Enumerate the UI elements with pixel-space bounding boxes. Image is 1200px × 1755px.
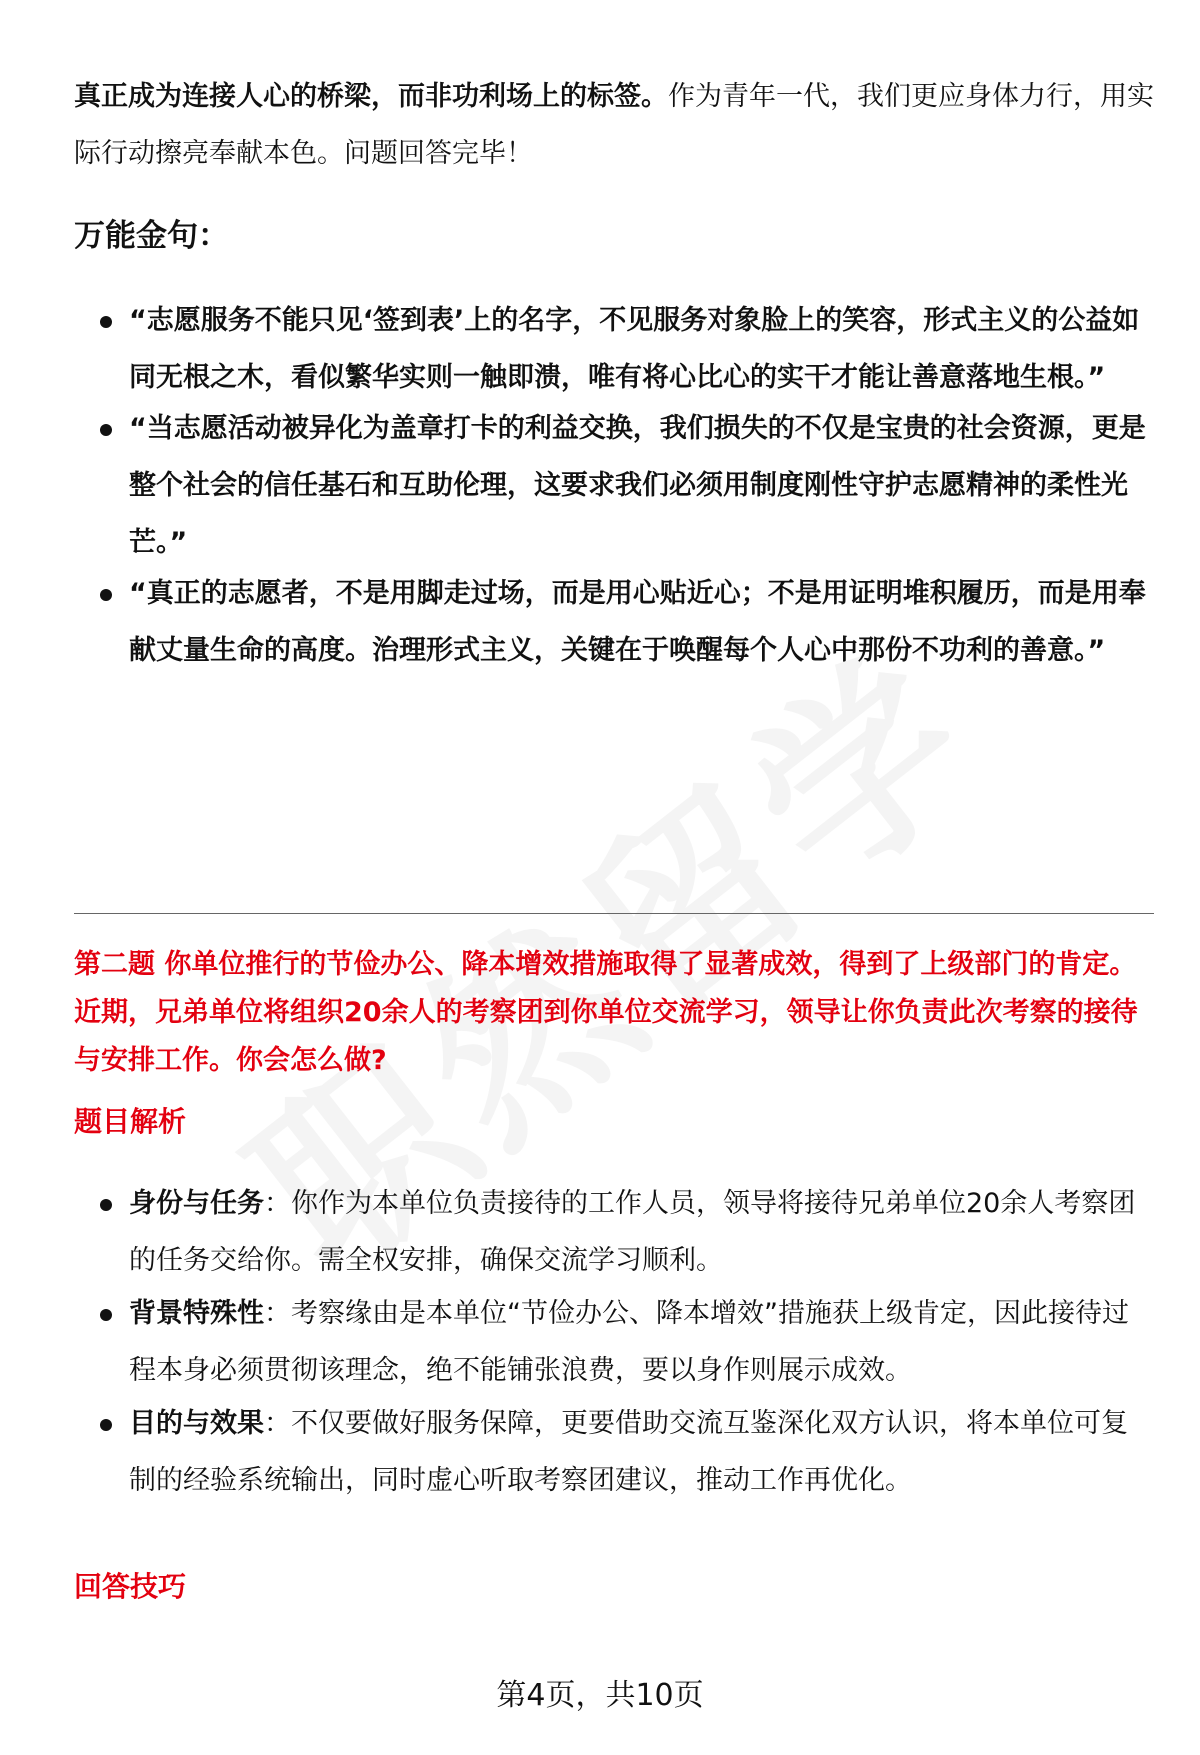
intro-text: 作为青年一代，我们更应身体力行，用实际行动擦亮奉献本色。问题回答完毕！: [74, 81, 1154, 169]
bullet-icon: [100, 1419, 112, 1431]
bullet-icon: [100, 1199, 112, 1211]
golden-heading: 万能金句：: [74, 218, 229, 254]
analysis-term: 身份与任务: [129, 1188, 264, 1219]
question-2: 第二题 你单位推行的节俭办公、降本增效措施取得了显著成效，得到了上级部门的肯定。近期，兄弟单位将组织20余人的考察团到你单位交流学习，领导让你负责此次考察的接待与安排工作。你会怎么做?: [74, 949, 1138, 1076]
analysis-list: [74, 1175, 1154, 1509]
analysis-item: [74, 1285, 1154, 1399]
golden-quote: [74, 565, 1154, 679]
analysis-item: [74, 1395, 1154, 1509]
analysis-heading: 题目解析: [74, 1105, 187, 1138]
analysis-text: ：你作为本单位负责接待的工作人员，领导将接待兄弟单位20余人考察团的任务交给你。需全权安排，确保交流学习顺利。: [129, 1188, 1136, 1276]
section-divider: [74, 913, 1154, 914]
golden-quote-text: “当志愿活动被异化为盖章打卡的利益交换，我们损失的不仅是宝贵的社会资源，更是整个社会的信任基石和互助伦理，这要求我们必须用制度刚性守护志愿精神的柔性光芒。”: [129, 413, 1146, 558]
analysis-item: [74, 1175, 1154, 1289]
bullet-icon: [100, 424, 112, 436]
golden-quote: [74, 292, 1154, 406]
tips-heading: 回答技巧: [74, 1570, 187, 1603]
analysis-term: 目的与效果: [129, 1408, 264, 1439]
analysis-text: ：考察缘由是本单位“节俭办公、降本增效”措施获上级肯定，因此接待过程本身必须贯彻该理念，绝不能铺张浪费，要以身作则展示成效。: [129, 1298, 1129, 1386]
bullet-icon: [100, 589, 112, 601]
golden-quotes-list: [74, 292, 1154, 679]
golden-quote-text: “真正的志愿者，不是用脚走过场，而是用心贴近心；不是用证明堆积履历，而是用奉献丈量生命的高度。治理形式主义，关键在于唤醒每个人心中那份不功利的善意。”: [129, 578, 1146, 666]
bullet-icon: [100, 1309, 112, 1321]
bullet-icon: [100, 316, 112, 328]
intro-bold-text: 真正成为连接人心的桥梁，而非功利场上的标签。: [74, 81, 668, 112]
analysis-term: 背景特殊性: [129, 1298, 264, 1329]
intro-paragraph: [74, 68, 1154, 182]
page-number: 第4页，共10页: [496, 1678, 704, 1713]
analysis-text: ：不仅要做好服务保障，更要借助交流互鉴深化双方认识，将本单位可复制的经验系统输出，同时虚心听取考察团建议，推动工作再优化。: [129, 1408, 1128, 1496]
golden-quote: [74, 400, 1154, 571]
golden-quote-text: “志愿服务不能只见‘签到表’上的名字，不见服务对象脸上的笑容，形式主义的公益如同无根之木，看似繁华实则一触即溃，唯有将心比心的实干才能让善意落地生根。”: [129, 305, 1140, 393]
